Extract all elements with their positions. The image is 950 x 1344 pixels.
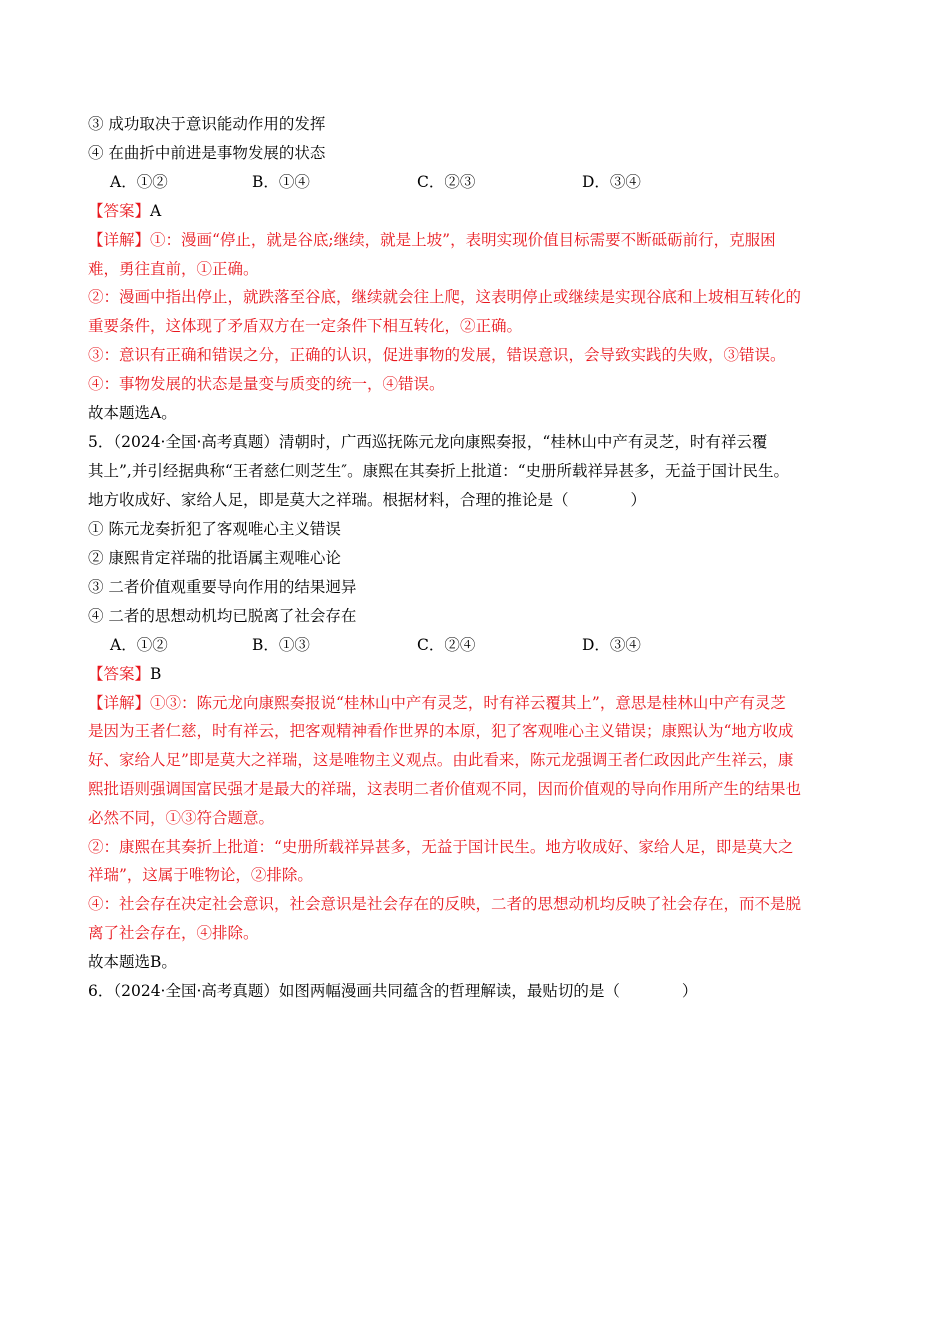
q5-detail-line: ④：社会存在决定社会意识，社会意识是社会存在的反映，二者的思想动机均反映了社会存在，而不是脱 [88,895,802,913]
q4-choice-c: C．②③ [417,173,476,191]
q5-option-4: ④ 二者的思想动机均已脱离了社会存在 [88,607,357,625]
q5-option-2: ② 康熙肯定祥瑞的批语属主观唯心论 [88,549,341,567]
q4-detail-line: 难，勇往直前，①正确。 [88,260,259,278]
q5-detail-line: 祥瑞”，这属于唯物论，②排除。 [88,866,313,884]
q5-stem-line: 地方收成好、家给人足，即是莫大之祥瑞。根据材料，合理的推论是（ ） [88,491,647,509]
q4-detail-line: ④：事物发展的状态是量变与质变的统一，④错误。 [88,375,445,393]
q5-detail-line: 【详解】①③：陈元龙向康熙奏报说“桂林山中产有灵芝，时有祥云覆其上”，意思是桂林山中产有灵芝 [88,694,786,712]
q4-conclusion: 故本题选A。 [88,404,177,422]
q5-stem-line: 5．（2024·全国·高考真题）清朝时，广西巡抚陈元龙向康熙奏报，“桂林山中产有灵芝，时有祥云覆 [88,433,768,451]
q5-answer-tag: 【答案】 [88,665,151,683]
q4-answer-value: A [150,202,162,220]
q5-choice-d: D．③④ [582,636,641,654]
q5-answer [88,663,161,685]
q5-choice-c: C．②④ [417,636,476,654]
q5-detail-line: 熙批语则强调国富民强才是最大的祥瑞，这表明二者价值观不同，因而价值观的导向作用所产生的结果也 [88,780,802,798]
q4-choice-b: B．①④ [252,173,310,191]
q4-choice-d: D．③④ [582,173,641,191]
q5-detail-line: 是因为王者仁慈，时有祥云，把客观精神看作世界的本原，犯了客观唯心主义错误；康熙认为“地方收成 [88,722,794,740]
q5-detail-line: 离了社会存在，④排除。 [88,924,259,942]
q5-detail-line: 好、家给人足”即是莫大之祥瑞，这是唯物主义观点。由此看来，陈元龙强调王者仁政因此产生祥云，康 [88,751,794,769]
q4-option-3: ③ 成功取决于意识能动作用的发挥 [88,115,326,133]
q4-detail-line: ②：漫画中指出停止，就跌落至谷底，继续就会往上爬，这表明停止或继续是实现谷底和上坡相互转化的 [88,288,802,306]
q5-choice-b: B．①③ [252,636,310,654]
q4-choice-a: A．①② [110,173,168,191]
q4-answer-tag: 【答案】 [88,202,151,220]
q4-answer [88,200,161,222]
q4-detail-line: 重要条件，这体现了矛盾双方在一定条件下相互转化，②正确。 [88,317,523,335]
q5-detail-line: ②：康熙在其奏折上批道：“史册所载祥异甚多，无益于国计民生。地方收成好、家给人足，即是莫大之 [88,838,794,856]
q6-stem: 6．（2024·全国·高考真题）如图两幅漫画共同蕴含的哲理解读，最贴切的是（ ） [88,982,698,1000]
q4-detail-line: ③：意识有正确和错误之分，正确的认识，促进事物的发展，错误意识，会导致实践的失败，③错误。 [88,346,786,364]
q4-option-4: ④ 在曲折中前进是事物发展的状态 [88,144,326,162]
q4-detail-line: 【详解】①：漫画“停止，就是谷底;继续，就是上坡”，表明实现价值目标需要不断砥砺前行，克服困 [88,231,776,249]
q5-option-1: ① 陈元龙奏折犯了客观唯心主义错误 [88,520,341,538]
q5-stem-line: 其上”,并引经据典称“王者慈仁则芝生″。康熙在其奏折上批道：“史册所载祥异甚多，无益于国计民生。 [88,462,789,480]
q5-detail-line: 必然不同，①③符合题意。 [88,809,275,827]
q5-option-3: ③ 二者价值观重要导向作用的结果迥异 [88,578,357,596]
q5-choice-a: A．①② [110,636,168,654]
q5-conclusion: 故本题选B。 [88,953,177,971]
q5-answer-value: B [150,665,162,683]
